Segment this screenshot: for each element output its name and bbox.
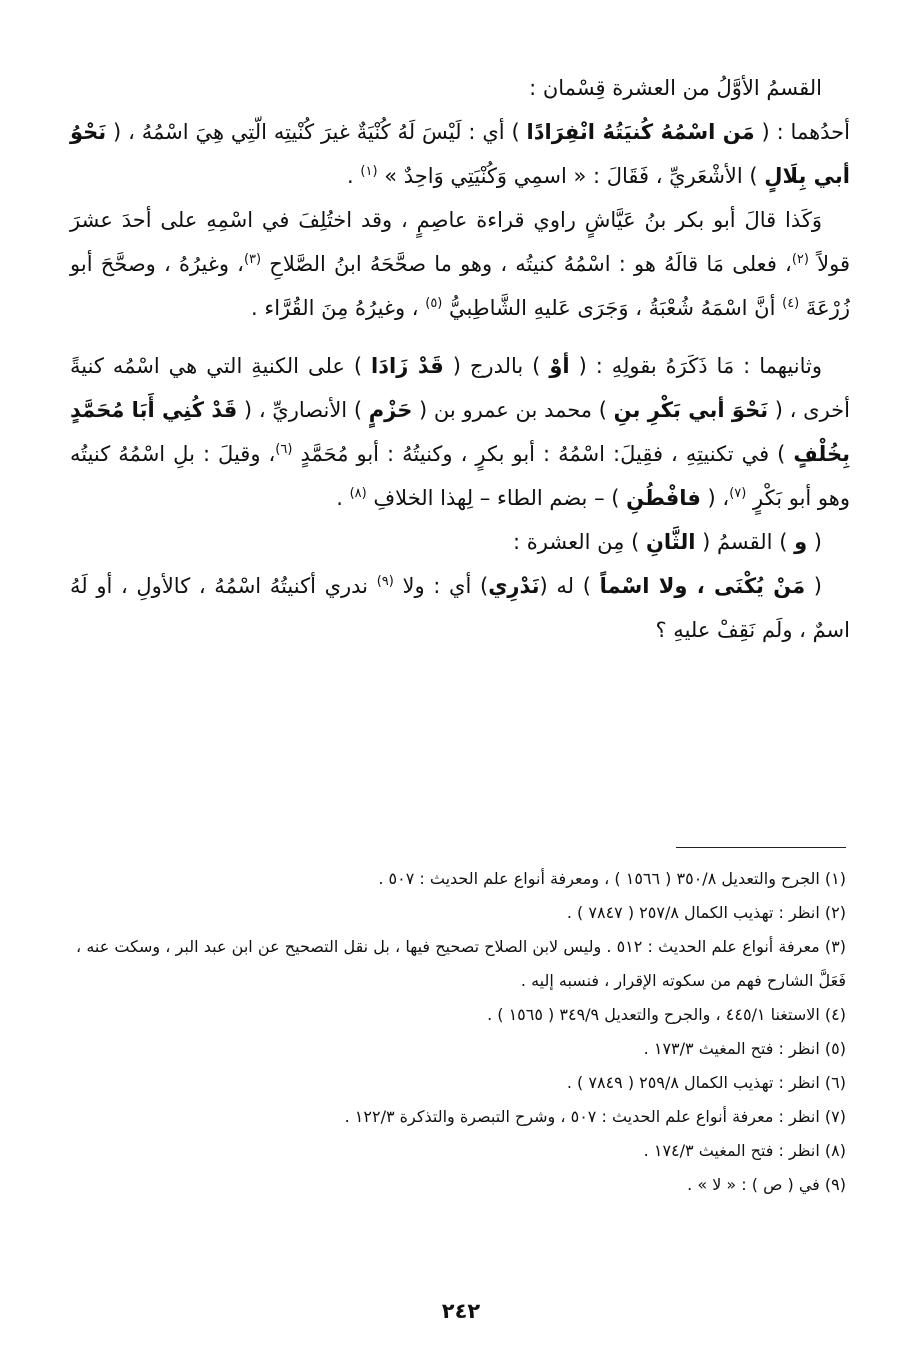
footnote-marker[interactable]: (١) (360, 164, 378, 179)
text: ) على الكنيةِ التي هي اسْمُه كنيةً أخرى ، ( (70, 354, 850, 422)
paragraph-abu-bakr (70, 198, 850, 330)
paragraph-first-type (70, 110, 850, 198)
text: ( (807, 530, 822, 554)
text: ) بالدرج ( (443, 354, 550, 378)
text: ) أي : ولا (393, 574, 489, 598)
matn-text: مَنْ يُكْنَى ، ولا اسْماً (599, 574, 806, 598)
footnote-9: (٩) في ( ص ) : « لا » . (687, 1175, 846, 1194)
text: وثانيهما : مَا ذَكَرَهُ بقولِهِ : ( (569, 354, 822, 378)
footnote-marker[interactable]: (٤) (782, 296, 800, 311)
matn-text: مَن اسْمُهُ كُنيَتُهُ انْفِرَادًا (526, 120, 755, 144)
matn-text: الثَّانِ (645, 530, 696, 554)
matn-text: نَحْوَ أبي بَكْرِ بنِ (613, 398, 769, 422)
matn-text: قَدْ زَادَا (371, 354, 444, 378)
footnote-separator (676, 847, 846, 848)
footnote-marker[interactable]: (٩) (376, 574, 394, 589)
matn-text: أوْ (549, 354, 570, 378)
text: ) – بضم الطاء – لِهذا الخلافِ (366, 486, 627, 510)
text: ، ( (700, 486, 730, 510)
matn-text: و (794, 530, 808, 554)
text: ) له ( (539, 574, 600, 598)
section-heading (70, 66, 850, 110)
matn-text: فافْطُنِ (626, 486, 701, 510)
footnote-1: (١) الجرح والتعديل ٣٥٠/٨ ( ١٥٦٦ ) ، ومعرفة أنواع علم الحديث : ٥٠٧ . (378, 869, 846, 888)
paragraph-second-section (70, 520, 850, 564)
matn-text: نَحْوُ أبي بِلَالٍ (70, 120, 850, 188)
footnote-3: (٣) معرفة أنواع علم الحديث : ٥١٢ . وليس لابن الصلاح تصحيح فيها ، بل نقل التصحيح عن ابن عبد البر ، وسكت عنه ، فَعَلَّ الشارح فهم من سكوته الإقرار ، فنسبه إليه . (76, 937, 846, 990)
text: ، فعلى مَا قالَهُ هو : اسْمُهُ كنيتُه ، وهو ما صحَّحَهُ ابنُ الصَّلاحِ (261, 252, 792, 276)
footnote-marker[interactable]: (٨) (349, 486, 367, 501)
text: ) الأشْعَريِّ ، فَقَالَ : « اسمِي وَكُنْيَتِي وَاحِدٌ » (377, 164, 765, 188)
text: ( (805, 574, 823, 598)
text: ) في تكنيتِهِ ، فقِيلَ: اسْمُهُ : أبو بكرٍ ، وكنيتُهُ : أبو مُحَمَّدٍ (292, 442, 794, 466)
text: ، وغيرُهُ ، وصحَّحَ أبو زُرْعَةَ (70, 252, 850, 320)
footnotes (76, 862, 846, 1202)
heading-text: القسمُ الأوَّلُ من العشرة قِسْمان : (529, 76, 822, 100)
footnote-6: (٦) انظر : تهذيب الكمال ٢٥٩/٨ ( ٧٨٤٩ ) . (566, 1073, 846, 1092)
text: ( (106, 120, 122, 144)
text: ) الأنصاريِّ ، ( (237, 398, 369, 422)
footnote-marker[interactable]: (٢) (791, 252, 809, 267)
paragraph-unknown-name (70, 564, 850, 652)
footnote-marker[interactable]: (٣) (243, 252, 262, 267)
main-text (70, 66, 850, 652)
footnote-5: (٥) انظر : فتح المغيث ١٧٣/٣ . (643, 1039, 846, 1058)
text: ) محمد بن عمرو بن ( (412, 398, 614, 422)
text: أنَّ اسْمَهُ شُعْبَةُ ، وَجَرَى عَليهِ الشَّاطِبيُّ (442, 296, 783, 320)
paragraph-second-type (70, 344, 850, 520)
text: ) أي : لَيْسَ لَهُ كُنْيَةٌ غيرَ كُنْيتِه الّتِي هِيَ اسْمُهُ ، (128, 120, 527, 144)
text: ) مِن العشرة : (513, 530, 646, 554)
text: أحدُهما : ( (754, 120, 850, 144)
matn-text: قَدْ كُنِي أَبَا مُحَمَّدٍ بِخُلْفٍ (70, 398, 850, 466)
text: ، وقيلَ : بلِ اسْمُهُ كنيتُه وهو أبو بَكْرٍ (70, 442, 850, 510)
footnote-4: (٤) الاستغنا ٤٤٥/١ ، والجرح والتعديل ٣٤٩/٩ ( ١٥٦٥ ) . (487, 1005, 846, 1024)
footnote-2: (٢) انظر : تهذيب الكمال ٢٥٧/٨ ( ٧٨٤٧ ) . (566, 903, 846, 922)
footnote-marker[interactable]: (٧) (729, 486, 747, 501)
footnote-marker[interactable]: (٥) (425, 296, 443, 311)
matn-text: حَزْمٍ (368, 398, 413, 422)
footnote-7: (٧) انظر : معرفة أنواع علم الحديث : ٥٠٧ ، وشرح التبصرة والتذكرة ١٢٢/٣ . (344, 1107, 846, 1126)
text: . (336, 486, 350, 510)
matn-text: نَدْرِي (488, 574, 540, 598)
text: . (347, 164, 361, 188)
footnote-8: (٨) انظر : فتح المغيث ١٧٤/٣ . (643, 1141, 846, 1160)
text: ، وغيرُهُ مِنَ القُرَّاء . (250, 296, 426, 320)
text: ) القسمُ ( (695, 530, 795, 554)
footnote-marker[interactable]: (٦) (275, 442, 293, 457)
page-number: ٢٤٢ (441, 1299, 481, 1323)
text: ندري أكنيتُهُ اسْمُهُ ، كالأولِ ، أو لَهُ اسمٌ ، ولَم نَقِفْ عليهِ ؟ (70, 574, 850, 642)
text: وَكَذا قالَ أبو بكر بنُ عَيَّاشٍ راوي قراءة عاصِمٍ ، وقد اختُلِفَ في اسْمِهِ على أحدَ عشرَ قولاً (70, 208, 851, 276)
